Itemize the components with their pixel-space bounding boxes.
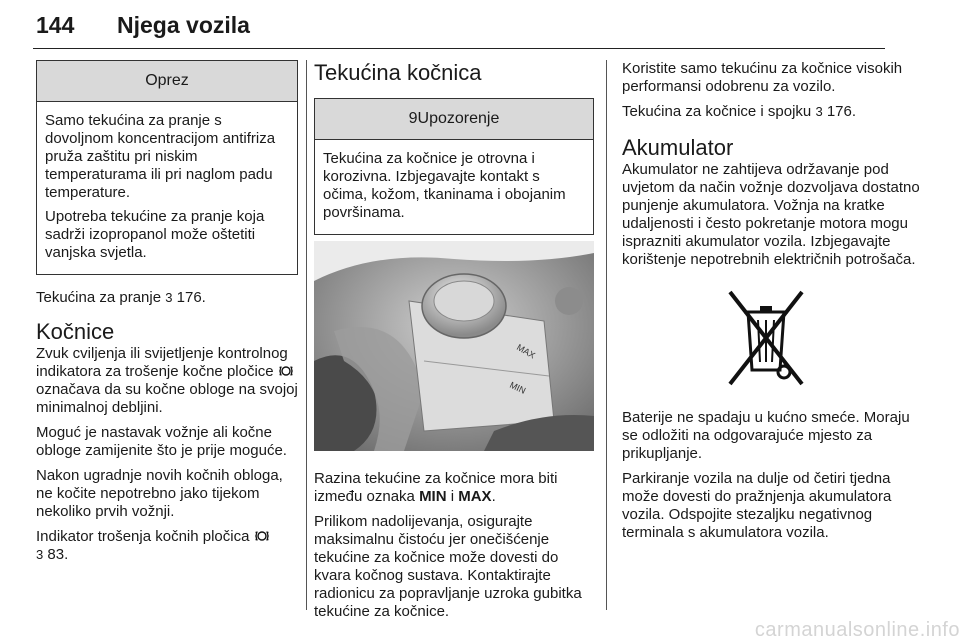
- column-divider: [606, 60, 607, 610]
- brake-fluid-heading: Tekućina kočnica: [314, 60, 482, 85]
- brakes-paragraph: Zvuk cviljenja ili svijetljenje kontrolnog indikatora za trošenje kočne pločice označava da su kočne obloge na svojoj minimalnoj debljini.: [36, 345, 298, 416]
- page-reference-arrow-icon: 3: [815, 104, 823, 119]
- max-mark-label: MAX: [515, 342, 537, 361]
- warning-box: [314, 98, 594, 235]
- caution-paragraph: Upotreba tekućine za pranje koja sadrži izopropanol može oštetiti vanjska svjetla.: [45, 208, 265, 261]
- column-divider: [306, 60, 307, 610]
- brakes-paragraph: Moguć je nastavak vožnje ali kočne obloge zamijenite što je prije moguće.: [36, 424, 287, 459]
- column-left: [36, 60, 298, 571]
- watermark: carmanualsonline.info: [754, 619, 960, 641]
- washer-fluid-reference: Tekućina za pranje 3 176.: [36, 289, 206, 306]
- battery-heading: Akumulator: [622, 135, 734, 160]
- min-mark-label: MIN: [508, 379, 528, 396]
- brake-fluid-paragraph: Prilikom nadolijevanja, osigurajte maksimalnu čistoću jer onečišćenje tekućine za kočnice može dovesti do kvara kočnog sustava. Kontaktirajte radionicu za popravljanje uzroka gubitka tekućine za kočnice.: [314, 513, 582, 620]
- brakes-paragraph: Nakon ugradnje novih kočnih obloga, ne kočite nepotrebno jako tijekom nekoliko prvih vožnji.: [36, 467, 283, 520]
- page-number: 144: [36, 12, 75, 38]
- brakes-heading: Kočnice: [36, 319, 115, 344]
- brake-pad-wear-icon: [254, 529, 270, 543]
- battery-paragraph: Parkiranje vozila na dulje od četiri tjedna može dovesti do pražnjenja akumulatora vozila. Odspojite stezaljku negativnog terminala s akumulatora vozila.: [622, 470, 892, 541]
- column-right: [622, 60, 922, 549]
- warning-box-title: 9Upozorenje: [315, 99, 593, 140]
- page-reference-arrow-icon: 3: [165, 290, 173, 305]
- warning-box-body: [315, 140, 593, 234]
- brake-pad-wear-icon: [278, 364, 294, 378]
- brake-fluid-level-paragraph: Razina tekućine za kočnice mora biti između oznaka MIN i MAX.: [314, 470, 558, 505]
- warning-triangle-icon: 9: [408, 110, 418, 127]
- brake-fluid-reference: Tekućina za kočnice i spojku 3 176.: [622, 103, 857, 120]
- caution-paragraph: Samo tekućina za pranje s dovoljnom koncentracijom antifriza pruža zaštitu pri niskim temperaturama ili pri naglom padu temperature.: [45, 112, 276, 201]
- brake-fluid-paragraph: Koristite samo tekućinu za kočnice visokih performansi odobrenu za vozilo.: [622, 60, 903, 95]
- crossed-out-bin-icon: [726, 288, 806, 388]
- brake-fluid-reservoir-photo: [314, 241, 594, 451]
- battery-paragraph: Baterije ne spadaju u kućno smeće. Moraju se odložiti na odgovarajuće mjesto za prikupljanje.: [622, 409, 910, 462]
- caution-box-body: [37, 102, 297, 274]
- page-reference-arrow-icon: 3: [36, 547, 44, 562]
- battery-paragraph: Akumulator ne zahtijeva održavanje pod uvjetom da način vožnje dozvoljava dostatno punjenje akumulatora. Vožnja na kratke udaljenosti i često pokretanje motora mogu isprazniti akumulator vozila. Izbjegavajte korištenje nepotrebnih električnih potrošača.: [622, 161, 920, 268]
- brake-indicator-reference: Indikator trošenja kočnih pločica 3 83.: [36, 528, 298, 564]
- caution-box: [36, 60, 298, 275]
- column-middle: [314, 60, 594, 628]
- chapter-title: Njega vozila: [117, 12, 250, 38]
- warning-paragraph: Tekućina za kočnice je otrovna i korozivna. Izbjegavajte kontakt s očima, kožom, tkaninama i obojanim površinama.: [323, 150, 566, 221]
- page-header: [33, 6, 885, 49]
- caution-box-title: Oprez: [37, 61, 297, 102]
